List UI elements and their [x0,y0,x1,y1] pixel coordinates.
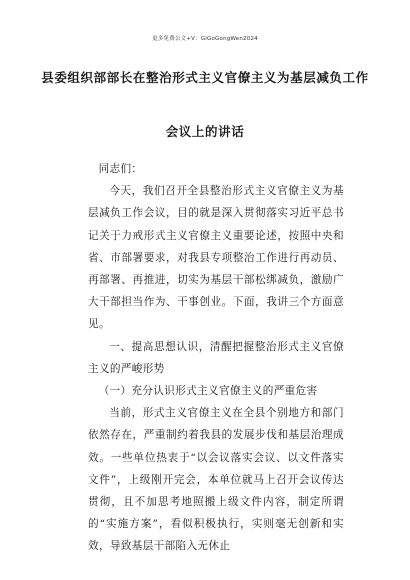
header-note: 更多免费公文+V：GiGoGongWen2024 [152,36,258,42]
paragraph-body: 当前，形式主义官僚主义在全县个别地方和部门依然存在，严重制约着我县的发展步伐和基层治理成效。一些单位热衷于“以会议落实会议、以文件落实文件”，上级刚开完会，本单位就马上召开会议传达贯彻，且不加思考地照搬上级文件内容，制定所谓的“实施方案”，看似积极执行，实则毫无创新和实效，导致基层干部陷入无休止 [88,407,344,553]
document-title-line-1: 县委组织部部长在整治形式主义官僚主义为基层减负工作 [41,70,369,85]
document-body [88,162,344,558]
paragraph-intro: 今天，我们召开全县整治形式主义官僚主义为基层减负工作会议，目的就是深入贯彻落实习近平总书记关于力戒形式主义官僚主义重要论述，按照中央和省、市部署要求，对我县专项整治工作进行再动员、再部署、再推进，切实为基层干部松绑减负，激励广大干部担当作为、干事创业。下面，我讲三个方面意见。 [88,185,344,331]
salutation: 同志们： [98,163,143,175]
document-title-line-2: 会议上的讲话 [165,124,245,139]
section-heading-1: 一、提高思想认识，清醒把握整治形式主义官僚主义的严峻形势 [88,340,344,375]
subsection-heading-1-1: （一）充分认识形式主义官僚主义的严重危害 [98,385,318,398]
